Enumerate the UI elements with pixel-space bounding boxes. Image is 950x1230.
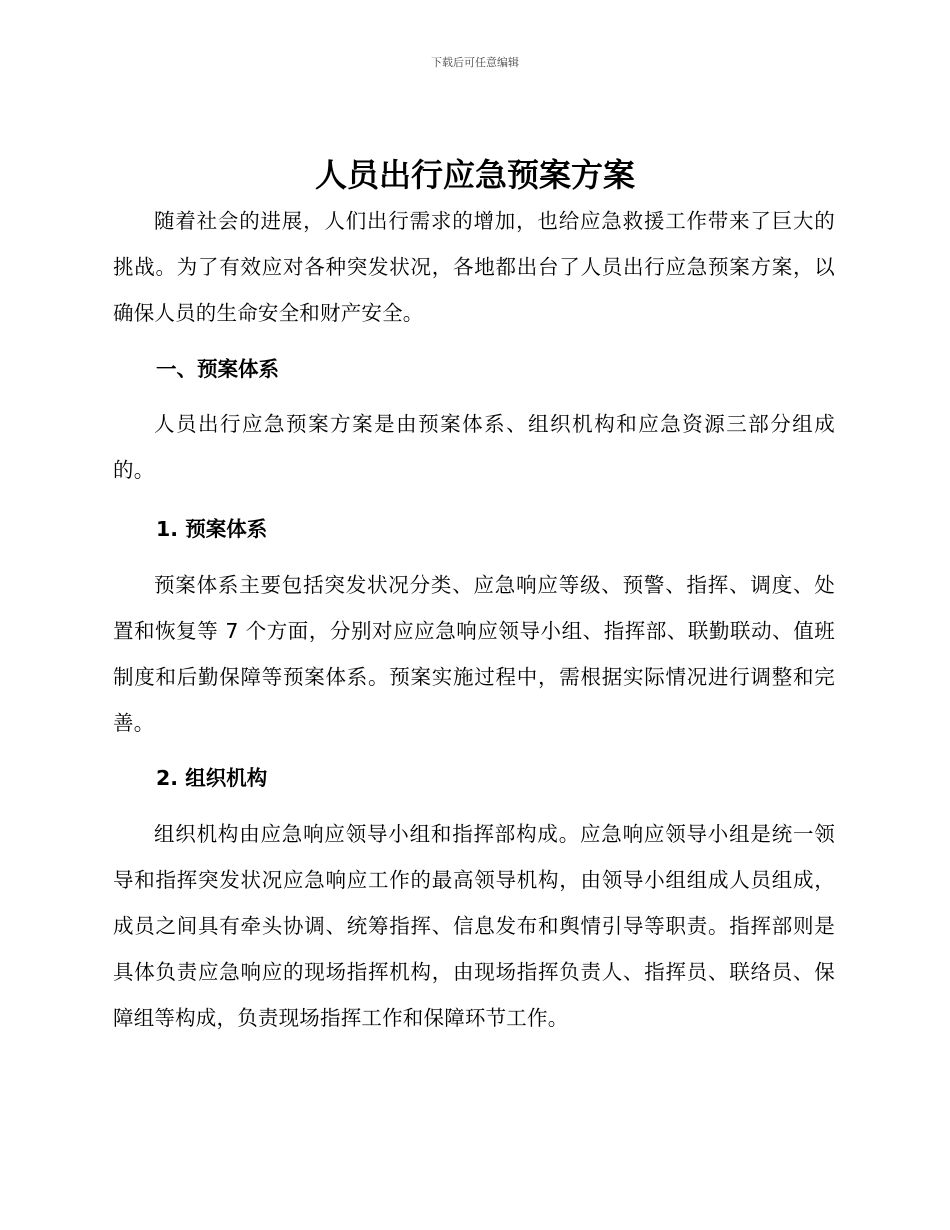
sub2-block [113, 811, 835, 1041]
sub1-paragraph: 预案体系主要包括突发状况分类、应急响应等级、预警、指挥、调度、处置和恢复等 7 个方面，分别对应应急响应领导小组、指挥部、联勤联动、值班制度和后勤保障等预案体系。预案实施过程中，需根据实际情况进行调整和完善。 [113, 573, 835, 735]
sub2-paragraph: 组织机构由应急响应领导小组和指挥部构成。应急响应领导小组是统一领导和指挥突发状况应急响应工作的最高领导机构，由领导小组组成人员组成，成员之间具有牵头协调、统筹指挥、信息发布和舆情引导等职责。指挥部则是具体负责应急响应的现场指挥机构，由现场指挥负责人、指挥员、联络员、保障组等构成，负责现场指挥工作和保障环节工作。 [113, 822, 835, 1030]
header-note: 下载后可任意编辑 [431, 56, 519, 69]
sub1-heading: 1. 预案体系 [156, 517, 268, 541]
sub2-heading: 2. 组织机构 [156, 766, 268, 790]
document-title: 人员出行应急预案方案 [314, 156, 635, 194]
intro-paragraph: 随着社会的进展，人们出行需求的增加，也给应急救援工作带来了巨大的挑战。为了有效应对各种突发状况，各地都出台了人员出行应急预案方案，以确保人员的生命安全和财产安全。 [113, 209, 835, 325]
sub1-block [113, 562, 835, 746]
intro-block [113, 198, 835, 336]
section1-block [113, 401, 835, 493]
section1-paragraph: 人员出行应急预案方案是由预案体系、组织机构和应急资源三部分组成的。 [113, 412, 835, 482]
section1-heading: 一、预案体系 [156, 357, 279, 381]
